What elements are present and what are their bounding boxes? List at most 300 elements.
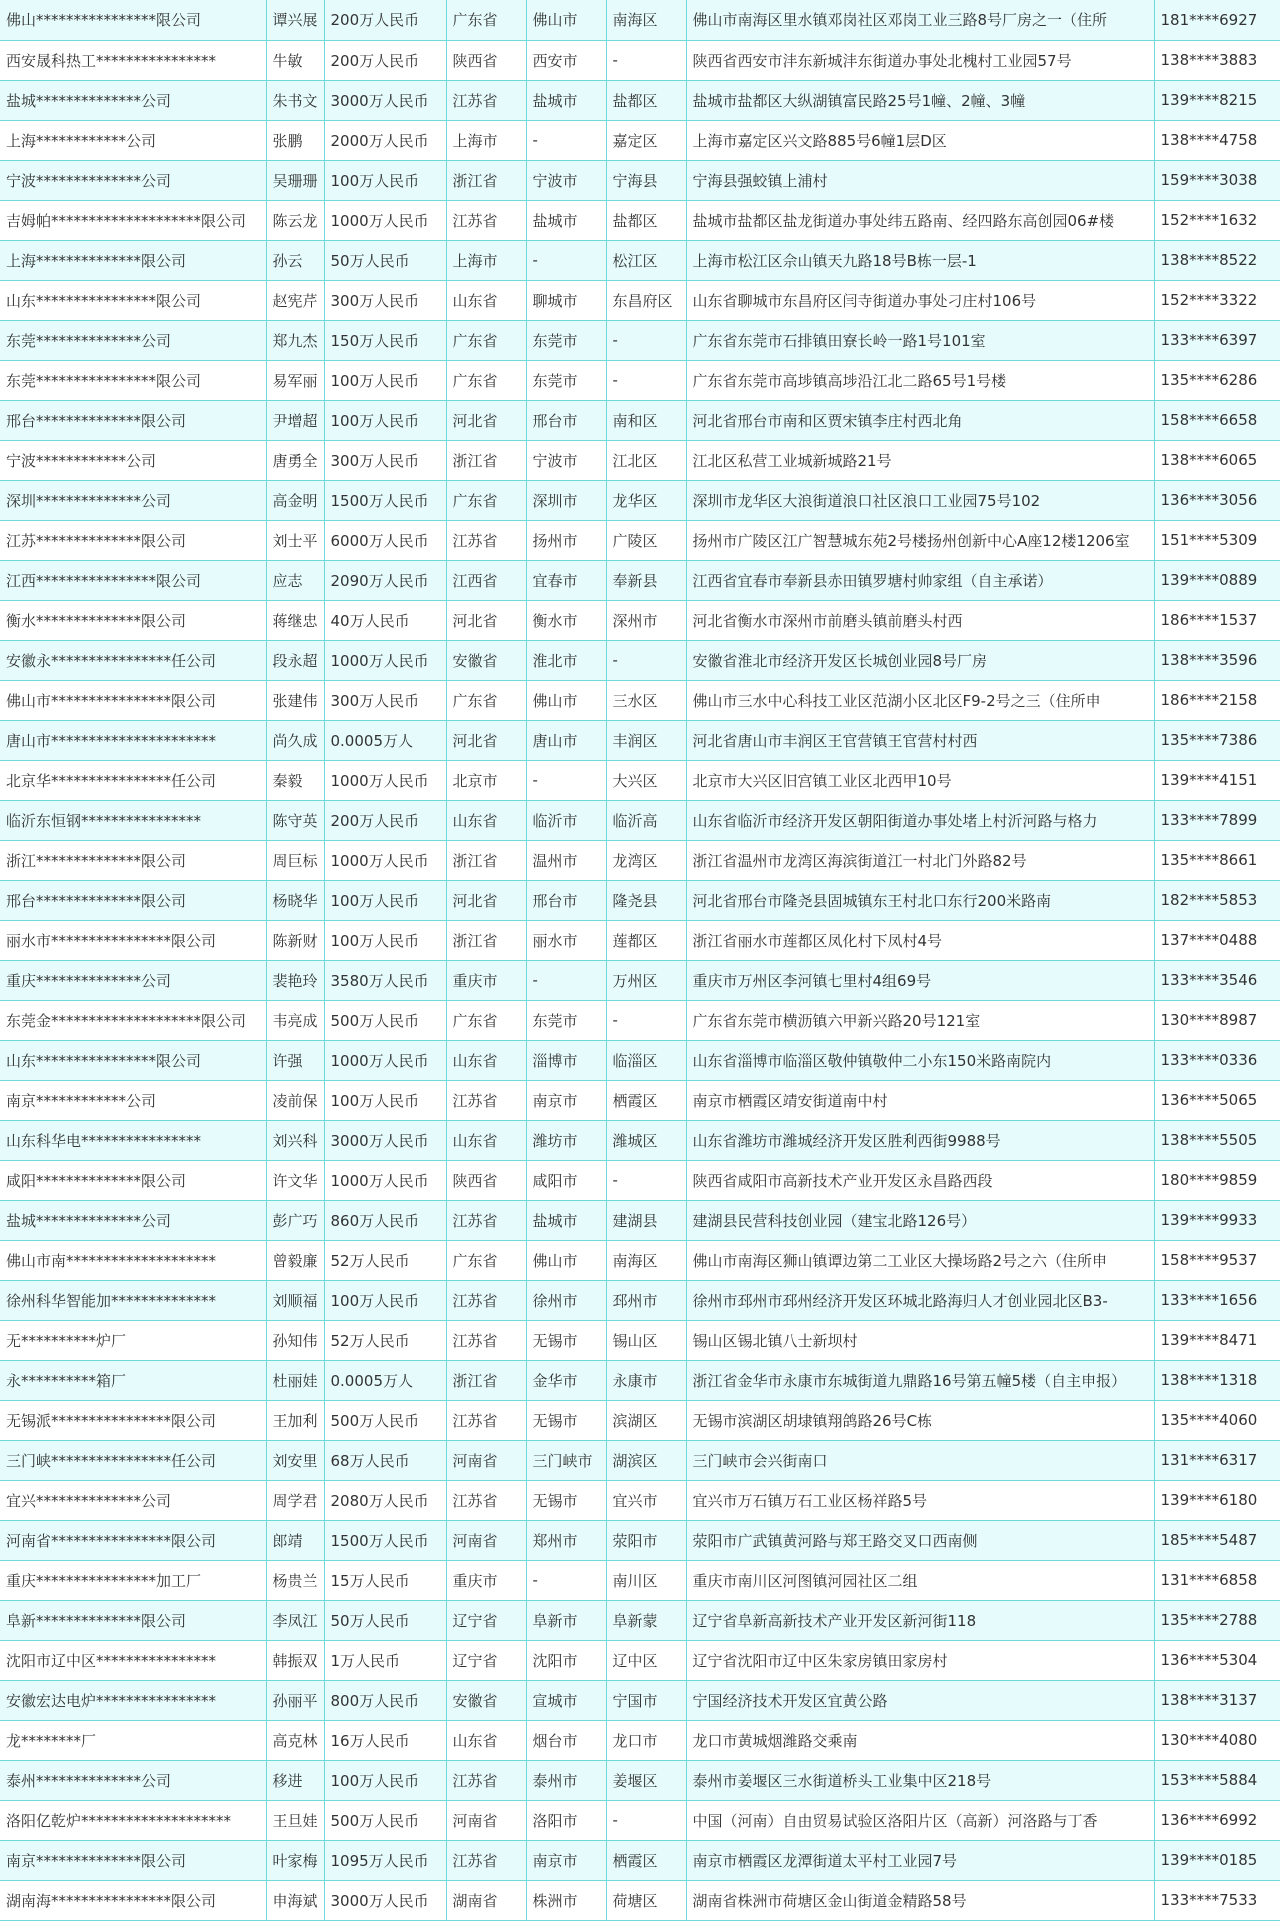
address-cell: 浙江省金华市永康市东城街道九鼎路16号第五幢5楼（自主申报） <box>686 1360 1154 1400</box>
district-cell: 栖霞区 <box>606 1080 686 1120</box>
address-cell: 湖南省株洲市荷塘区金山街道金精路58号 <box>686 1880 1154 1920</box>
district-cell: 松江区 <box>606 240 686 280</box>
capital-cell: 52万人民币 <box>324 1320 446 1360</box>
district-cell: 广陵区 <box>606 520 686 560</box>
capital-cell: 1000万人民币 <box>324 200 446 240</box>
district-cell: 宁海县 <box>606 160 686 200</box>
city-cell: 深圳市 <box>526 480 606 520</box>
address-cell: 河北省邢台市南和区贾宋镇李庄村西北角 <box>686 400 1154 440</box>
city-cell: 东莞市 <box>526 360 606 400</box>
district-cell: 万州区 <box>606 960 686 1000</box>
address-cell: 无锡市滨湖区胡埭镇翔鸽路26号C栋 <box>686 1400 1154 1440</box>
district-cell: 湖滨区 <box>606 1440 686 1480</box>
city-cell: 丽水市 <box>526 920 606 960</box>
table-row <box>0 200 1280 240</box>
table-row <box>0 1800 1280 1840</box>
capital-cell: 50万人民币 <box>324 1600 446 1640</box>
capital-cell: 2080万人民币 <box>324 1480 446 1520</box>
table-row <box>0 120 1280 160</box>
district-cell: - <box>606 1800 686 1840</box>
phone-cell: 138****3596 <box>1154 640 1280 680</box>
company-cell: 衡水**************限公司 <box>0 600 266 640</box>
phone-cell: 181****6927 <box>1154 0 1280 40</box>
city-cell: 盐城市 <box>526 80 606 120</box>
capital-cell: 100万人民币 <box>324 1080 446 1120</box>
table-row <box>0 0 1280 40</box>
contact-cell: 杜丽娃 <box>266 1360 324 1400</box>
address-cell: 佛山市南海区狮山镇谭边第二工业区大操场路2号之六（住所申 <box>686 1240 1154 1280</box>
address-cell: 佛山市南海区里水镇邓岗社区邓岗工业三路8号厂房之一（住所 <box>686 0 1154 40</box>
district-cell: 邳州市 <box>606 1280 686 1320</box>
capital-cell: 1000万人民币 <box>324 760 446 800</box>
phone-cell: 139****9933 <box>1154 1200 1280 1240</box>
capital-cell: 100万人民币 <box>324 400 446 440</box>
phone-cell: 186****1537 <box>1154 600 1280 640</box>
city-cell: 佛山市 <box>526 680 606 720</box>
city-cell: - <box>526 240 606 280</box>
table-row <box>0 1600 1280 1640</box>
capital-cell: 300万人民币 <box>324 680 446 720</box>
table-row <box>0 640 1280 680</box>
district-cell: 三水区 <box>606 680 686 720</box>
district-cell: 江北区 <box>606 440 686 480</box>
address-cell: 重庆市万州区李河镇七里村4组69号 <box>686 960 1154 1000</box>
city-cell: 宜春市 <box>526 560 606 600</box>
table-row <box>0 1840 1280 1880</box>
company-cell: 永**********箱厂 <box>0 1360 266 1400</box>
district-cell: - <box>606 640 686 680</box>
company-cell: 龙********厂 <box>0 1720 266 1760</box>
province-cell: 河南省 <box>446 1440 526 1480</box>
address-cell: 辽宁省阜新高新技术产业开发区新河街118 <box>686 1600 1154 1640</box>
contact-cell: 郑九杰 <box>266 320 324 360</box>
company-cell: 山东科华电**************** <box>0 1120 266 1160</box>
province-cell: 浙江省 <box>446 1360 526 1400</box>
phone-cell: 131****6858 <box>1154 1560 1280 1600</box>
phone-cell: 135****8661 <box>1154 840 1280 880</box>
city-cell: - <box>526 120 606 160</box>
province-cell: 山东省 <box>446 1040 526 1080</box>
district-cell: 深州市 <box>606 600 686 640</box>
city-cell: 衡水市 <box>526 600 606 640</box>
company-cell: 邢台**************限公司 <box>0 400 266 440</box>
table-row <box>0 40 1280 80</box>
province-cell: 上海市 <box>446 240 526 280</box>
district-cell: 宁国市 <box>606 1680 686 1720</box>
province-cell: 陕西省 <box>446 40 526 80</box>
table-row <box>0 720 1280 760</box>
contact-cell: 高克林 <box>266 1720 324 1760</box>
capital-cell: 1000万人民币 <box>324 840 446 880</box>
table-row <box>0 400 1280 440</box>
capital-cell: 3000万人民币 <box>324 80 446 120</box>
phone-cell: 133****7533 <box>1154 1880 1280 1920</box>
phone-cell: 186****2158 <box>1154 680 1280 720</box>
contact-cell: 秦毅 <box>266 760 324 800</box>
city-cell: 徐州市 <box>526 1280 606 1320</box>
address-cell: 扬州市广陵区江广智慧城东苑2号楼扬州创新中心A座12楼1206室 <box>686 520 1154 560</box>
city-cell: 无锡市 <box>526 1320 606 1360</box>
table-row <box>0 280 1280 320</box>
city-cell: 东莞市 <box>526 320 606 360</box>
contact-cell: 段永超 <box>266 640 324 680</box>
address-cell: 广东省东莞市高埗镇高埗沿江北二路65号1号楼 <box>686 360 1154 400</box>
table-row <box>0 1880 1280 1920</box>
address-cell: 浙江省丽水市莲都区凤化村下凤村4号 <box>686 920 1154 960</box>
company-cell: 无锡派****************限公司 <box>0 1400 266 1440</box>
province-cell: 江苏省 <box>446 200 526 240</box>
table-row <box>0 1440 1280 1480</box>
province-cell: 江苏省 <box>446 1760 526 1800</box>
province-cell: 山东省 <box>446 1720 526 1760</box>
company-cell: 安徽宏达电炉**************** <box>0 1680 266 1720</box>
district-cell: 荷塘区 <box>606 1880 686 1920</box>
capital-cell: 2000万人民币 <box>324 120 446 160</box>
table-row <box>0 800 1280 840</box>
phone-cell: 136****5304 <box>1154 1640 1280 1680</box>
province-cell: 江苏省 <box>446 1280 526 1320</box>
address-cell: 中国（河南）自由贸易试验区洛阳片区（高新）河洛路与丁香 <box>686 1800 1154 1840</box>
phone-cell: 137****0488 <box>1154 920 1280 960</box>
table-row <box>0 1080 1280 1120</box>
address-cell: 宁海县强蛟镇上浦村 <box>686 160 1154 200</box>
table-row <box>0 1760 1280 1800</box>
contact-cell: 韦亮成 <box>266 1000 324 1040</box>
province-cell: 江苏省 <box>446 1480 526 1520</box>
capital-cell: 50万人民币 <box>324 240 446 280</box>
company-cell: 阜新**************限公司 <box>0 1600 266 1640</box>
address-cell: 徐州市邳州市邳州经济开发区环城北路海归人才创业园北区B3- <box>686 1280 1154 1320</box>
district-cell: 隆尧县 <box>606 880 686 920</box>
phone-cell: 136****3056 <box>1154 480 1280 520</box>
city-cell: 潍坊市 <box>526 1120 606 1160</box>
phone-cell: 153****5884 <box>1154 1760 1280 1800</box>
company-cell: 盐城**************公司 <box>0 80 266 120</box>
capital-cell: 500万人民币 <box>324 1000 446 1040</box>
city-cell: 扬州市 <box>526 520 606 560</box>
contact-cell: 申海斌 <box>266 1880 324 1920</box>
phone-cell: 135****7386 <box>1154 720 1280 760</box>
district-cell: 临淄区 <box>606 1040 686 1080</box>
contact-cell: 周学君 <box>266 1480 324 1520</box>
phone-cell: 185****5487 <box>1154 1520 1280 1560</box>
capital-cell: 200万人民币 <box>324 0 446 40</box>
address-cell: 河北省邢台市隆尧县固城镇东王村北口东行200米路南 <box>686 880 1154 920</box>
city-cell: 唐山市 <box>526 720 606 760</box>
address-cell: 宁国经济技术开发区宜黄公路 <box>686 1680 1154 1720</box>
contact-cell: 吴珊珊 <box>266 160 324 200</box>
company-cell: 上海**************限公司 <box>0 240 266 280</box>
contact-cell: 易军丽 <box>266 360 324 400</box>
company-cell: 浙江**************限公司 <box>0 840 266 880</box>
company-cell: 西安晟科热工**************** <box>0 40 266 80</box>
city-cell: 东莞市 <box>526 1000 606 1040</box>
city-cell: 聊城市 <box>526 280 606 320</box>
city-cell: 株洲市 <box>526 1880 606 1920</box>
province-cell: 江苏省 <box>446 80 526 120</box>
company-cell: 无**********炉厂 <box>0 1320 266 1360</box>
address-cell: 南京市栖霞区靖安街道南中村 <box>686 1080 1154 1120</box>
address-cell: 盐城市盐都区大纵湖镇富民路25号1幢、2幢、3幢 <box>686 80 1154 120</box>
address-cell: 江西省宜春市奉新县赤田镇罗塘村帅家组（自主承诺） <box>686 560 1154 600</box>
table-row <box>0 680 1280 720</box>
province-cell: 广东省 <box>446 360 526 400</box>
capital-cell: 68万人民币 <box>324 1440 446 1480</box>
province-cell: 安徽省 <box>446 1680 526 1720</box>
table-row <box>0 240 1280 280</box>
address-cell: 山东省临沂市经济开发区朝阳街道办事处堵上村沂河路与格力 <box>686 800 1154 840</box>
city-cell: 无锡市 <box>526 1480 606 1520</box>
phone-cell: 138****5505 <box>1154 1120 1280 1160</box>
capital-cell: 300万人民币 <box>324 280 446 320</box>
phone-cell: 182****5853 <box>1154 880 1280 920</box>
city-cell: 佛山市 <box>526 1240 606 1280</box>
city-cell: 邢台市 <box>526 400 606 440</box>
capital-cell: 0.0005万人 <box>324 720 446 760</box>
district-cell: 大兴区 <box>606 760 686 800</box>
contact-cell: 谭兴展 <box>266 0 324 40</box>
contact-cell: 韩振双 <box>266 1640 324 1680</box>
phone-cell: 135****2788 <box>1154 1600 1280 1640</box>
province-cell: 江苏省 <box>446 520 526 560</box>
province-cell: 广东省 <box>446 1240 526 1280</box>
capital-cell: 1000万人民币 <box>324 1040 446 1080</box>
phone-cell: 135****4060 <box>1154 1400 1280 1440</box>
address-cell: 宜兴市万石镇万石工业区杨祥路5号 <box>686 1480 1154 1520</box>
address-cell: 南京市栖霞区龙潭街道太平村工业园7号 <box>686 1840 1154 1880</box>
company-cell: 湖南海****************限公司 <box>0 1880 266 1920</box>
province-cell: 陕西省 <box>446 1160 526 1200</box>
phone-cell: 139****8215 <box>1154 80 1280 120</box>
company-cell: 沈阳市辽中区**************** <box>0 1640 266 1680</box>
phone-cell: 180****9859 <box>1154 1160 1280 1200</box>
company-cell: 丽水市****************限公司 <box>0 920 266 960</box>
province-cell: 辽宁省 <box>446 1640 526 1680</box>
company-cell: 南京************公司 <box>0 1080 266 1120</box>
city-cell: 宣城市 <box>526 1680 606 1720</box>
company-cell: 重庆**************公司 <box>0 960 266 1000</box>
phone-cell: 133****6397 <box>1154 320 1280 360</box>
address-cell: 山东省聊城市东昌府区闫寺街道办事处刁庄村106号 <box>686 280 1154 320</box>
phone-cell: 159****3038 <box>1154 160 1280 200</box>
company-cell: 唐山市********************** <box>0 720 266 760</box>
contact-cell: 陈云龙 <box>266 200 324 240</box>
phone-cell: 139****6180 <box>1154 1480 1280 1520</box>
table-row <box>0 1160 1280 1200</box>
capital-cell: 1500万人民币 <box>324 480 446 520</box>
phone-cell: 152****3322 <box>1154 280 1280 320</box>
phone-cell: 138****3137 <box>1154 1680 1280 1720</box>
capital-cell: 100万人民币 <box>324 1760 446 1800</box>
address-cell: 深圳市龙华区大浪街道浪口社区浪口工业园75号102 <box>686 480 1154 520</box>
province-cell: 河南省 <box>446 1800 526 1840</box>
province-cell: 河北省 <box>446 880 526 920</box>
province-cell: 河南省 <box>446 1520 526 1560</box>
province-cell: 江西省 <box>446 560 526 600</box>
contact-cell: 曾毅廉 <box>266 1240 324 1280</box>
contact-cell: 李凤江 <box>266 1600 324 1640</box>
company-cell: 洛阳亿乾炉******************** <box>0 1800 266 1840</box>
table-row <box>0 960 1280 1000</box>
contact-cell: 彭广巧 <box>266 1200 324 1240</box>
company-cell: 深圳**************公司 <box>0 480 266 520</box>
district-cell: 永康市 <box>606 1360 686 1400</box>
capital-cell: 0.0005万人 <box>324 1360 446 1400</box>
district-cell: 南和区 <box>606 400 686 440</box>
city-cell: - <box>526 1560 606 1600</box>
address-cell: 浙江省温州市龙湾区海滨街道江一村北门外路82号 <box>686 840 1154 880</box>
city-cell: 邢台市 <box>526 880 606 920</box>
province-cell: 江苏省 <box>446 1080 526 1120</box>
company-cell: 东莞****************限公司 <box>0 360 266 400</box>
province-cell: 安徽省 <box>446 640 526 680</box>
table-row <box>0 1520 1280 1560</box>
phone-cell: 138****4758 <box>1154 120 1280 160</box>
address-cell: 泰州市姜堰区三水街道桥头工业集中区218号 <box>686 1760 1154 1800</box>
contact-cell: 陈守英 <box>266 800 324 840</box>
province-cell: 广东省 <box>446 1000 526 1040</box>
phone-cell: 139****0889 <box>1154 560 1280 600</box>
capital-cell: 100万人民币 <box>324 920 446 960</box>
capital-cell: 3000万人民币 <box>324 1880 446 1920</box>
contact-cell: 赵宪芹 <box>266 280 324 320</box>
contact-cell: 张鹏 <box>266 120 324 160</box>
table-row <box>0 840 1280 880</box>
capital-cell: 300万人民币 <box>324 440 446 480</box>
city-cell: 宁波市 <box>526 440 606 480</box>
contact-cell: 刘安里 <box>266 1440 324 1480</box>
capital-cell: 1500万人民币 <box>324 1520 446 1560</box>
table-row <box>0 520 1280 560</box>
province-cell: 山东省 <box>446 1120 526 1160</box>
phone-cell: 138****6065 <box>1154 440 1280 480</box>
phone-cell: 139****4151 <box>1154 760 1280 800</box>
district-cell: 荥阳市 <box>606 1520 686 1560</box>
address-cell: 广东省东莞市石排镇田寮长岭一路1号101室 <box>686 320 1154 360</box>
table-row <box>0 1720 1280 1760</box>
province-cell: 广东省 <box>446 680 526 720</box>
city-cell: 温州市 <box>526 840 606 880</box>
district-cell: 潍城区 <box>606 1120 686 1160</box>
phone-cell: 133****1656 <box>1154 1280 1280 1320</box>
company-cell: 宁波************公司 <box>0 440 266 480</box>
district-cell: 南川区 <box>606 1560 686 1600</box>
table-row <box>0 1320 1280 1360</box>
capital-cell: 150万人民币 <box>324 320 446 360</box>
city-cell: 无锡市 <box>526 1400 606 1440</box>
address-cell: 龙口市黄城烟潍路交乘南 <box>686 1720 1154 1760</box>
province-cell: 湖南省 <box>446 1880 526 1920</box>
district-cell: 奉新县 <box>606 560 686 600</box>
phone-cell: 135****6286 <box>1154 360 1280 400</box>
district-cell: - <box>606 40 686 80</box>
phone-cell: 138****8522 <box>1154 240 1280 280</box>
company-cell: 宁波**************公司 <box>0 160 266 200</box>
province-cell: 浙江省 <box>446 840 526 880</box>
district-cell: 盐都区 <box>606 200 686 240</box>
company-cell: 东莞**************公司 <box>0 320 266 360</box>
contact-cell: 杨晓华 <box>266 880 324 920</box>
capital-cell: 100万人民币 <box>324 1280 446 1320</box>
province-cell: 山东省 <box>446 800 526 840</box>
table-row <box>0 560 1280 600</box>
phone-cell: 133****3546 <box>1154 960 1280 1000</box>
company-cell: 江苏**************限公司 <box>0 520 266 560</box>
district-cell: 临沂高 <box>606 800 686 840</box>
company-cell: 上海************公司 <box>0 120 266 160</box>
province-cell: 江苏省 <box>446 1320 526 1360</box>
phone-cell: 130****8987 <box>1154 1000 1280 1040</box>
capital-cell: 500万人民币 <box>324 1800 446 1840</box>
contact-cell: 朱书文 <box>266 80 324 120</box>
district-cell: 姜堰区 <box>606 1760 686 1800</box>
phone-cell: 139****0185 <box>1154 1840 1280 1880</box>
city-cell: 洛阳市 <box>526 1800 606 1840</box>
table-row <box>0 1200 1280 1240</box>
capital-cell: 6000万人民币 <box>324 520 446 560</box>
contact-cell: 孙云 <box>266 240 324 280</box>
city-cell: 盐城市 <box>526 200 606 240</box>
company-cell: 临沂东恒钢**************** <box>0 800 266 840</box>
table-row <box>0 600 1280 640</box>
contact-cell: 移进 <box>266 1760 324 1800</box>
address-cell: 广东省东莞市横沥镇六甲新兴路20号121室 <box>686 1000 1154 1040</box>
capital-cell: 500万人民币 <box>324 1400 446 1440</box>
district-cell: 辽中区 <box>606 1640 686 1680</box>
district-cell: 滨湖区 <box>606 1400 686 1440</box>
contact-cell: 张建伟 <box>266 680 324 720</box>
company-cell: 三门峡****************任公司 <box>0 1440 266 1480</box>
district-cell: 宜兴市 <box>606 1480 686 1520</box>
capital-cell: 860万人民币 <box>324 1200 446 1240</box>
province-cell: 辽宁省 <box>446 1600 526 1640</box>
capital-cell: 1000万人民币 <box>324 1160 446 1200</box>
province-cell: 北京市 <box>446 760 526 800</box>
company-cell: 北京华****************任公司 <box>0 760 266 800</box>
district-cell: - <box>606 1000 686 1040</box>
district-cell: 栖霞区 <box>606 1840 686 1880</box>
company-cell: 泰州**************公司 <box>0 1760 266 1800</box>
table-row <box>0 1120 1280 1160</box>
province-cell: 浙江省 <box>446 440 526 480</box>
contact-cell: 周巨标 <box>266 840 324 880</box>
table-row <box>0 360 1280 400</box>
city-cell: 佛山市 <box>526 0 606 40</box>
city-cell: - <box>526 960 606 1000</box>
province-cell: 广东省 <box>446 480 526 520</box>
capital-cell: 1000万人民币 <box>324 640 446 680</box>
province-cell: 浙江省 <box>446 160 526 200</box>
address-cell: 辽宁省沈阳市辽中区朱家房镇田家房村 <box>686 1640 1154 1680</box>
address-cell: 河北省衡水市深州市前磨头镇前磨头村西 <box>686 600 1154 640</box>
contact-cell: 凌前保 <box>266 1080 324 1120</box>
phone-cell: 138****1318 <box>1154 1360 1280 1400</box>
capital-cell: 800万人民币 <box>324 1680 446 1720</box>
contact-cell: 郎靖 <box>266 1520 324 1560</box>
district-cell: 莲都区 <box>606 920 686 960</box>
city-cell: 金华市 <box>526 1360 606 1400</box>
district-cell: 龙湾区 <box>606 840 686 880</box>
company-cell: 佛山市****************限公司 <box>0 680 266 720</box>
table-row <box>0 480 1280 520</box>
company-cell: 山东****************限公司 <box>0 1040 266 1080</box>
phone-cell: 133****0336 <box>1154 1040 1280 1080</box>
contact-cell: 蒋继忠 <box>266 600 324 640</box>
contact-cell: 应志 <box>266 560 324 600</box>
address-cell: 荥阳市广武镇黄河路与郑王路交叉口西南侧 <box>686 1520 1154 1560</box>
table-row <box>0 1680 1280 1720</box>
district-cell: 南海区 <box>606 0 686 40</box>
